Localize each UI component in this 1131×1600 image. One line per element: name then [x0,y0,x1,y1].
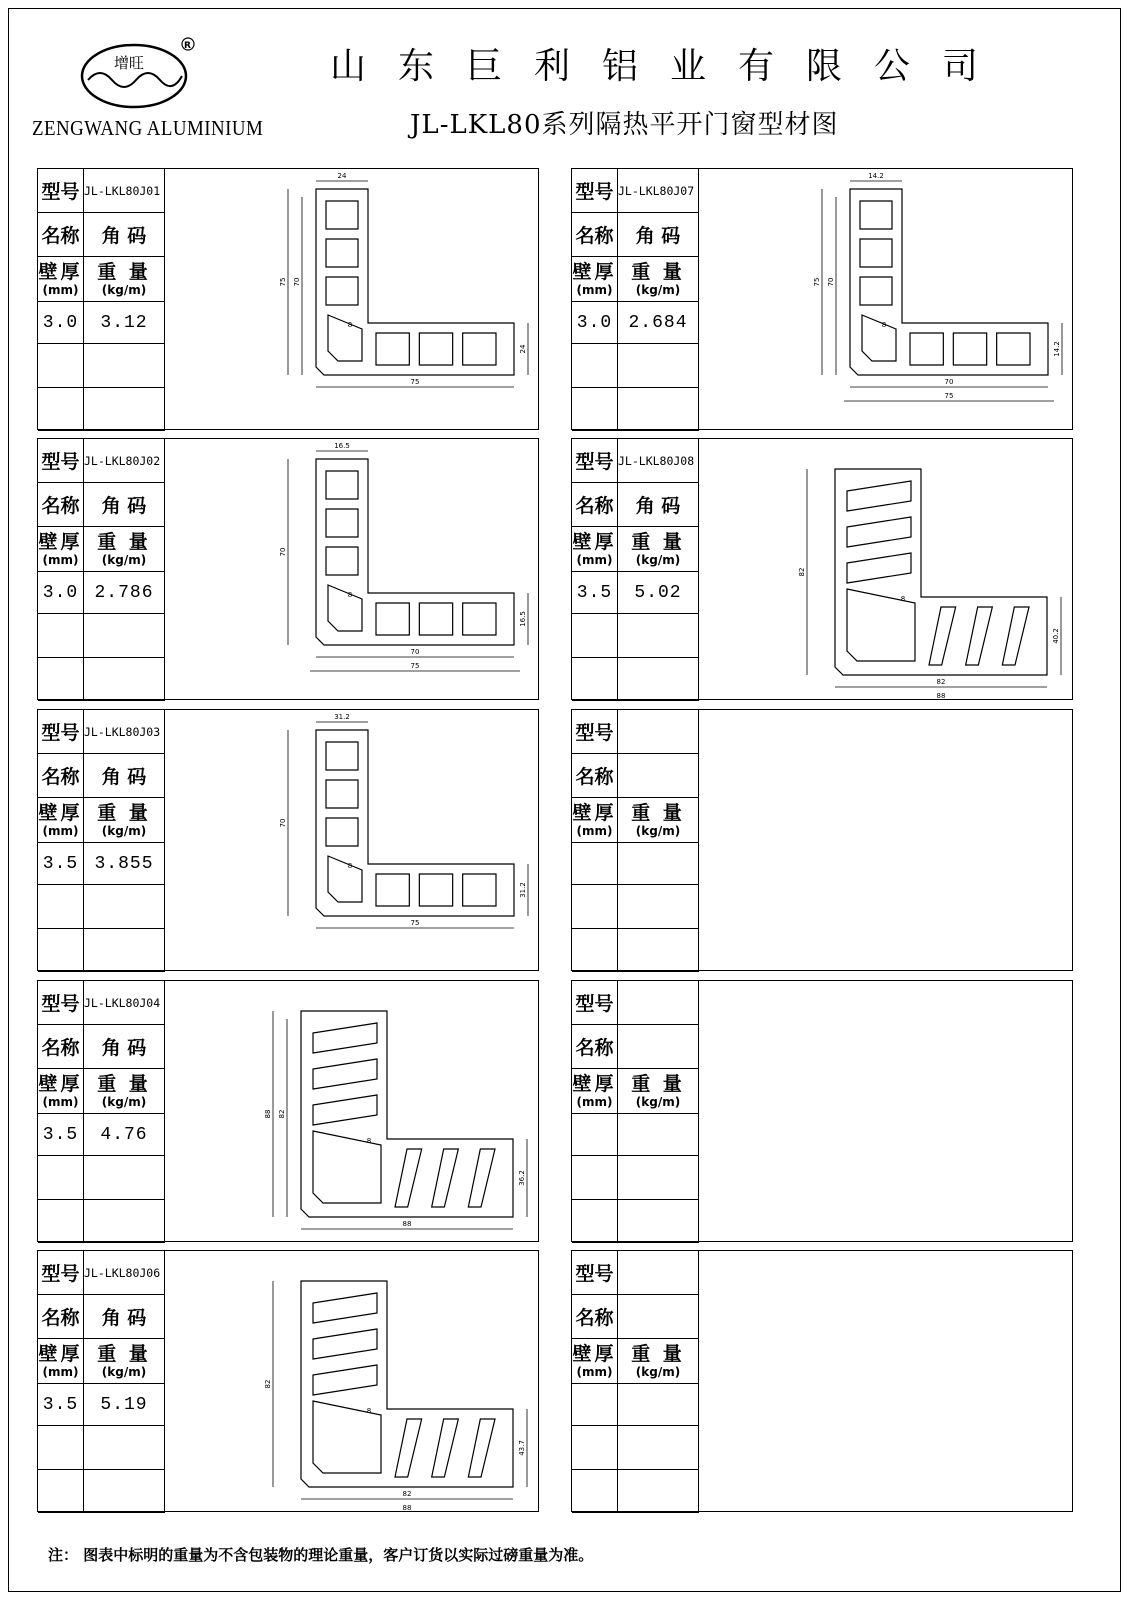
profile-chamber [326,547,358,575]
profile-chamber [313,1059,377,1089]
empty-cell [38,929,84,972]
profile-chamber [328,856,362,902]
wall-thickness-label [38,798,84,843]
dimension-label: 70 [279,818,287,828]
profile-chamber [910,333,943,365]
model-label: 型号 [572,439,618,483]
model-label: 型号 [572,710,618,754]
dimension-label: 82 [936,678,946,686]
dimension-label: 75 [410,378,420,386]
name-label: 名称 [38,1025,84,1069]
model-code: JL-LKL80J01 [84,169,165,213]
wall-unit: (mm) [42,823,79,838]
profile-chamber [326,471,358,499]
profile-chamber [395,1419,422,1477]
empty-cell [572,614,618,658]
empty-cell [84,885,165,929]
profile-drawing [166,710,538,970]
wall-thickness-label [38,527,84,572]
profile-chamber [468,1419,495,1477]
weight-value [618,1384,699,1426]
weight-unit: (kg/m) [635,823,681,838]
empty-cell [572,1426,618,1470]
empty-cell [84,1200,165,1243]
profile-chamber [376,874,409,906]
dimension-label: 70 [944,378,954,386]
dimension-label: 8 [347,591,353,599]
dimension-label: 14.2 [1053,341,1061,357]
profile-outline [301,1011,513,1217]
profile-outline [301,1281,513,1487]
profile-panel [37,980,539,1242]
weight-label-text: 重 量 [97,801,151,824]
model-label: 型号 [38,169,84,213]
wall-unit: (mm) [576,1094,613,1109]
wall-label-text: 壁厚 [572,1072,617,1095]
weight-label [84,527,165,572]
empty-cell [618,1200,699,1243]
profile-chamber [847,553,911,583]
weight-value [618,1114,699,1156]
name-value: 角 码 [84,483,165,527]
model-code: JL-LKL80J03 [84,710,165,754]
weight-label-text: 重 量 [631,1342,685,1365]
dimension-label: 8 [881,321,887,329]
profile-panel [571,438,1073,700]
model-label: 型号 [38,981,84,1025]
name-value [618,754,699,798]
profile-outline [316,730,514,916]
svg-text:R: R [184,41,191,51]
profile-panel [571,168,1073,430]
profile-chamber [328,585,362,631]
name-value: 角 码 [84,1025,165,1069]
dimension-label: 82 [402,1490,412,1498]
wall-label-text: 壁厚 [572,801,617,824]
weight-unit: (kg/m) [101,1364,147,1379]
name-label: 名称 [572,213,618,257]
weight-value: 5.02 [618,572,699,614]
dimension-label: 40.2 [1052,628,1060,644]
catalog-subtitle: JL-LKL80系列隔热平开门窗型材图 [410,110,839,140]
wall-thickness-label [38,257,84,302]
profile-chamber [860,239,892,267]
profile-chamber [419,874,452,906]
profile-chamber [313,1095,377,1125]
profile-panel [37,1250,539,1512]
empty-cell [38,1470,84,1513]
weight-label [84,1069,165,1114]
weight-unit: (kg/m) [101,823,147,838]
name-label: 名称 [572,1295,618,1339]
dimension-label: 14.2 [868,172,884,180]
weight-unit: (kg/m) [635,1094,681,1109]
wall-label-text: 壁厚 [38,1342,83,1365]
wall-label-text: 壁厚 [38,801,83,824]
weight-unit: (kg/m) [101,282,147,297]
wall-thickness-value: 3.0 [38,572,84,614]
weight-label-text: 重 量 [97,1342,151,1365]
empty-cell [38,658,84,701]
brand-name-english: ZENGWANG ALUMINIUM [32,116,264,140]
wall-unit: (mm) [42,552,79,567]
empty-cell [618,1426,699,1470]
empty-cell [618,614,699,658]
weight-unit: (kg/m) [101,552,147,567]
profile-chamber [326,277,358,305]
empty-cell [572,344,618,388]
profile-chamber [463,603,496,635]
empty-cell [572,885,618,929]
dimension-label: 88 [402,1220,412,1228]
model-label: 型号 [572,1251,618,1295]
profile-chamber [419,333,452,365]
model-code: JL-LKL80J02 [84,439,165,483]
model-code: JL-LKL80J04 [84,981,165,1025]
dimension-label: 75 [813,277,821,287]
weight-label-text: 重 量 [97,1072,151,1095]
weight-value: 3.12 [84,302,165,344]
weight-label [618,527,699,572]
name-label: 名称 [572,754,618,798]
empty-cell [618,388,699,431]
empty-cell [572,1200,618,1243]
weight-unit: (kg/m) [635,552,681,567]
profile-drawing [166,169,538,429]
weight-unit: (kg/m) [101,1094,147,1109]
dimension-label: 24 [519,344,527,354]
dimension-label: 75 [410,662,420,670]
weight-unit: (kg/m) [635,1364,681,1379]
empty-cell [84,614,165,658]
model-label: 型号 [572,981,618,1025]
name-value [618,1025,699,1069]
name-label: 名称 [38,213,84,257]
weight-value [618,843,699,885]
wall-thickness-value [572,1384,618,1426]
weight-value: 4.76 [84,1114,165,1156]
profile-chamber [463,333,496,365]
profile-chamber [468,1149,495,1207]
name-label: 名称 [572,1025,618,1069]
profile-drawing [700,169,1072,429]
weight-value: 2.786 [84,572,165,614]
empty-cell [84,1156,165,1200]
empty-cell [572,658,618,701]
profile-panel [571,980,1073,1242]
dimension-label: 36.2 [518,1170,526,1186]
svg-text:增旺: 增旺 [114,54,145,72]
empty-cell [618,1470,699,1513]
profile-chamber [463,874,496,906]
wall-thickness-value [572,1114,618,1156]
dimension-label: 8 [366,1407,372,1415]
name-label: 名称 [38,1295,84,1339]
weight-label-text: 重 量 [631,260,685,283]
name-value: 角 码 [618,483,699,527]
weight-label-text: 重 量 [631,1072,685,1095]
model-code [618,710,699,754]
profile-chamber [326,742,358,770]
empty-cell [618,885,699,929]
profile-chamber [313,1023,377,1053]
name-label: 名称 [572,483,618,527]
wall-label-text: 壁厚 [572,1342,617,1365]
model-label: 型号 [38,1251,84,1295]
wall-label-text: 壁厚 [38,260,83,283]
empty-cell [618,344,699,388]
name-value: 角 码 [84,754,165,798]
profile-outline [316,459,514,645]
weight-value: 3.855 [84,843,165,885]
profile-drawing [166,439,538,699]
empty-cell [38,885,84,929]
empty-cell [84,658,165,701]
dimension-label: 8 [900,595,906,603]
name-label: 名称 [38,754,84,798]
dimension-label: 70 [410,648,420,656]
profile-chamber [860,277,892,305]
profile-panel [37,438,539,700]
empty-cell [84,1470,165,1513]
dimension-label: 82 [798,567,806,577]
dimension-label: 16.5 [334,442,350,450]
profile-chamber [419,603,452,635]
dimension-label: 82 [278,1109,286,1119]
dimension-label: 75 [944,392,954,400]
weight-label [84,798,165,843]
weight-label-text: 重 量 [631,801,685,824]
profile-drawing [700,439,1072,699]
model-code: JL-LKL80J06 [84,1251,165,1295]
model-code: JL-LKL80J07 [618,169,699,213]
profile-chamber [313,1329,377,1359]
dimension-label: 88 [936,692,946,699]
empty-cell [618,929,699,972]
dimension-label: 70 [293,277,301,287]
weight-label-text: 重 量 [97,530,151,553]
profile-chamber [376,603,409,635]
wall-label-text: 壁厚 [572,530,617,553]
dimension-label: 8 [347,321,353,329]
empty-cell [84,344,165,388]
wall-label-text: 壁厚 [572,260,617,283]
dimension-label: 75 [279,277,287,287]
company-name: 山东巨利铝业有限公司 [330,46,1011,87]
weight-label [618,798,699,843]
profile-chamber [862,315,896,361]
profile-outline [835,469,1047,675]
empty-cell [38,614,84,658]
profile-panel [37,168,539,430]
dimension-label: 43.7 [518,1440,526,1456]
weight-label [618,257,699,302]
model-label: 型号 [38,439,84,483]
model-code [618,981,699,1025]
profile-chamber [432,1149,459,1207]
dimension-label: 75 [410,919,420,927]
wall-thickness-value: 3.5 [38,843,84,885]
profile-drawing [166,981,538,1241]
empty-cell [572,388,618,431]
empty-cell [38,388,84,431]
wall-label-text: 壁厚 [38,1072,83,1095]
wall-thickness-value: 3.0 [38,302,84,344]
model-code: JL-LKL80J08 [618,439,699,483]
profile-panel [571,1250,1073,1512]
profile-chamber [847,517,911,547]
profile-chamber [847,481,911,511]
dimension-label: 88 [264,1109,272,1119]
empty-cell [38,344,84,388]
profile-panel [571,709,1073,971]
dimension-label: 31.2 [519,882,527,898]
dimension-label: 88 [402,1504,412,1511]
wall-unit: (mm) [576,552,613,567]
weight-unit: (kg/m) [635,282,681,297]
dimension-label: 70 [279,547,287,557]
wall-thickness-value [572,843,618,885]
dimension-label: 82 [264,1379,272,1389]
empty-cell [38,1426,84,1470]
profile-chamber [929,607,956,665]
model-code [618,1251,699,1295]
dimension-label: 31.2 [334,713,350,721]
dimension-label: 8 [347,862,353,870]
profile-chamber [326,509,358,537]
profile-chamber [1002,607,1029,665]
profile-chamber [860,201,892,229]
name-value: 角 码 [84,1295,165,1339]
profile-chamber [432,1419,459,1477]
profile-chamber [326,780,358,808]
wall-thickness-value: 3.0 [572,302,618,344]
name-label: 名称 [38,483,84,527]
name-value: 角 码 [618,213,699,257]
company-logo [78,36,196,110]
profile-chamber [326,818,358,846]
wall-unit: (mm) [42,1364,79,1379]
wall-thickness-label [38,1069,84,1114]
weight-label-text: 重 量 [631,530,685,553]
profile-outline [316,189,514,375]
profile-chamber [953,333,986,365]
profile-chamber [326,201,358,229]
weight-label-text: 重 量 [97,260,151,283]
dimension-label: 24 [337,172,347,180]
wall-label-text: 壁厚 [38,530,83,553]
wall-thickness-value: 3.5 [38,1384,84,1426]
weight-label [84,257,165,302]
dimension-label: 16.5 [519,611,527,627]
profile-outline [850,189,1048,375]
profile-drawing [166,1251,538,1511]
empty-cell [38,1156,84,1200]
wall-thickness-label [572,257,618,302]
model-label: 型号 [572,169,618,213]
wall-thickness-value: 3.5 [572,572,618,614]
profile-panel [37,709,539,971]
dimension-label: 8 [366,1137,372,1145]
model-label: 型号 [38,710,84,754]
profile-chamber [313,1293,377,1323]
empty-cell [572,1156,618,1200]
wall-unit: (mm) [576,823,613,838]
profile-chamber [313,1365,377,1395]
profile-chamber [328,315,362,361]
wall-unit: (mm) [576,282,613,297]
wall-thickness-label [38,1339,84,1384]
weight-value: 2.684 [618,302,699,344]
profile-chamber [395,1149,422,1207]
weight-label [84,1339,165,1384]
name-value: 角 码 [84,213,165,257]
profile-chamber [966,607,993,665]
weight-label [618,1069,699,1114]
empty-cell [84,929,165,972]
profile-chamber [997,333,1030,365]
profile-chamber [376,333,409,365]
footer-note: 注： 图表中标明的重量为不含包装物的理论重量，客户订货以实际过磅重量为准。 [48,1546,594,1564]
wall-unit: (mm) [42,282,79,297]
profile-chamber [326,239,358,267]
wall-unit: (mm) [576,1364,613,1379]
wall-thickness-label [572,527,618,572]
empty-cell [572,1470,618,1513]
empty-cell [618,1156,699,1200]
name-value [618,1295,699,1339]
wall-thickness-label [572,798,618,843]
dimension-label: 70 [827,277,835,287]
empty-cell [572,929,618,972]
wall-thickness-label [572,1339,618,1384]
weight-label [618,1339,699,1384]
empty-cell [84,1426,165,1470]
wall-thickness-label [572,1069,618,1114]
empty-cell [84,388,165,431]
weight-value: 5.19 [84,1384,165,1426]
wall-thickness-value: 3.5 [38,1114,84,1156]
empty-cell [618,658,699,701]
wall-unit: (mm) [42,1094,79,1109]
empty-cell [38,1200,84,1243]
